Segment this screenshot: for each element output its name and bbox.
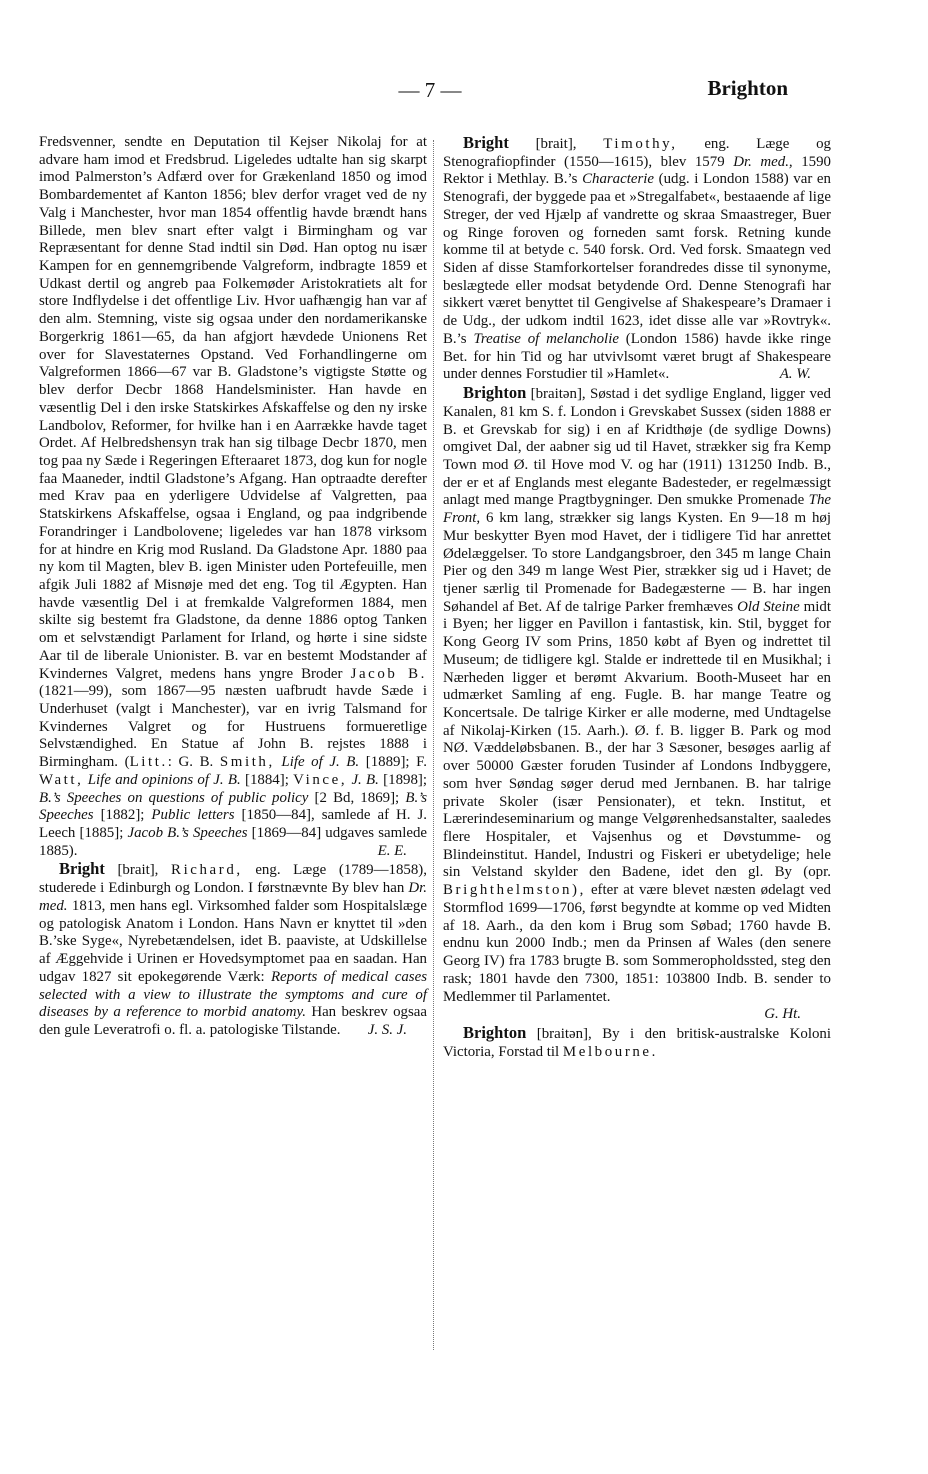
- jacob-name: Jacob B.: [350, 665, 427, 682]
- article-bright-john-continuation: [39, 134, 427, 860]
- lit-text-4: [1898];: [383, 771, 428, 788]
- richard-degree: Dr. med.: [39, 880, 427, 914]
- brighton-victoria-text: By i den britisk-australske Koloni Victoria, Forstad til: [443, 1025, 831, 1060]
- richard-text-2: 1813, men hans egl. Virksomhed falder som Hospitalslæge og patologisk Anatom i London. Hans Navn er knyttet til »den B.’ske Syge«, Nyrebetændelsen, idet B. paaviste, at Udskillelse af Æggehvide i Urinen er Hovedsymptomet paa en saadan. Han udgav 1827 sit epokegørende Værk:: [39, 897, 427, 985]
- melbourne-name: Melbourne.: [562, 1043, 658, 1060]
- lit-title-3: J. B.: [351, 771, 379, 788]
- timothy-text-2: 1590 Rektor i Methlay. B.’s: [443, 153, 831, 188]
- author-watt: Watt,: [39, 771, 84, 788]
- pronunciation: [brait],: [117, 862, 159, 879]
- brighton-the-front: The Front,: [443, 492, 831, 527]
- right-column: [443, 134, 831, 1061]
- lit-title-6: Public letters: [151, 807, 235, 824]
- article-bright-timothy: [443, 134, 831, 384]
- signature-ee: E. E.: [377, 842, 407, 859]
- timothy-text-1: eng. Læge og Stenografiopfinder (1550—1615), blev 1579: [443, 136, 831, 170]
- brighton-old-name: Brighthelmston),: [443, 882, 586, 899]
- richard-text-1: eng. Læge (1789—1858), studerede i Edinburgh og London. I førstnævnte By blev han: [39, 862, 427, 897]
- timothy-treatise: Treatise of melancholie: [473, 330, 619, 347]
- lit-text-6: [1882];: [100, 807, 145, 824]
- running-head: Brighton: [707, 76, 788, 100]
- lit-text-3: [1884];: [245, 771, 289, 788]
- timothy-text-3: (udg. i London 1588) var en Stenografi, der byggede paa et »Stregalfabet«, bestaaende af lige Streger, der ved Hjælp af vandrette og skraa Smaastreger, Buer og Ringe foroven og forneden samt forsk. Retning kunde komme til at betyde c. 540 forsk. Ord. Ved forsk. Smaategn ved Siden af disse Stamforkortelser forandredes disse til synonyme, beslægtede eller modsat betydende Ord. Denne Stenografi har sikkert været benyttet til Gengivelse af Shakespeare’s Dramaer i de Udg., der udkom indtil 1623, idet disse alle var »Rovtryk«. B.’s: [443, 171, 831, 347]
- richard-text-3: Han beskrev ogsaa den gule Leveratrofi o. fl. a. patologiske Tilstande.: [39, 1004, 427, 1038]
- signature-ght: G. Ht.: [764, 1006, 801, 1023]
- timothy-degree: Dr. med.,: [733, 153, 793, 170]
- lit-title-5: B.’s Speeches: [39, 789, 427, 824]
- article-brighton-england: [443, 384, 831, 1024]
- headword-bright: Bright: [463, 133, 509, 152]
- john-bright-text: Fredsvenner, sendte en Deputation til Kejser Nikolaj for at advare ham imod et Fredsbrud. Ligeledes udtalte han sig skarpt imod Palmerston’s Adfærd over for Grækenland 1850 og imod Bombardementet af Kanton 1856; blev derfor vraget ved de ny Valg i Manchester, hvor man 1854 offentlig havde brændt hans Billede, men blev snart efter valgt i Birmingham og var Repræsentant for denne Stad indtil sin Død. Han optog nu især Kampen for en gennemgribende Valgreform, indbragte 1859 et Udkast dertil og angreb paa Folkemøder Aristokratiets alt for store Indflydelse i det offentlige Liv. Hvor uafhængig han var af den alm. Stemning, viste sig ogsaa under den nordamerikanske Borgerkrig 1861—65, da han afgjort hævdede Unionens Ret over for Slavestaternes Opstand. Ved Forhandlingerne om Valgreformen 1866—67 var B. Gladstone’s vigtigste Støtte og blev derfor Decbr 1868 Handelsminister. Han havde en væsentlig Del i den irske Statskirkes Afskaffelse og den ny irske Landbolov, Reformer, for hvilke han i en Aarrække havde taget Ordet. Af Helbredshensyn trak han sig tilbage Decbr 1870, men tog paa ny Sæde i Regeringen Efteraaret 1873, dog kun for nogle faa Maaneder, indtil Gladstone’s Afgang. Han optraadte derefter med Krav paa en yderligere Udvidelse af Valgretten, paa Statskirkens Afskaffelse, ogsaa i England, og paa indgribende Forandringer i Landbolovene; ligeledes var han 1878 virksom for at hindre en Krig mod Rusland. Da Gladstone Apr. 1880 paa ny kom til Magten, blev B. igen Minister uden Portefeuille, men afgik Juli 1882 af Misnøje med det eng. Tog til Ægypten. Han havde væsentlig Del i at fremkalde Valgreformen 1884, men skilte sig bestemt fra Gladstone, da denne 1886 optog Tanken om et selvstændigt Parlament for Irland, og hørte i sine sidste Aar til de liberale Unionister. B. var en bestemt Modstander af Kvindernes Valgret, medens hans yngre Broder: [39, 134, 427, 682]
- lit-title-4: B.’s Speeches on questions of public policy: [39, 789, 309, 806]
- left-column: [39, 134, 427, 1040]
- pronunciation: [brait],: [535, 136, 577, 152]
- lit-text-8: [1869—84] udgaves samlede 1885).: [39, 825, 427, 859]
- article-bright-richard: [39, 860, 427, 1039]
- article-brighton-victoria: [443, 1024, 831, 1061]
- john-bright-text-2: (1821—99), som 1867—95 næsten uafbrudt havde Sæde i Underhuset (valgt i Manchester), var en ivrig Talsmand for Kvindernes Valgret og for Hustruens formueretlige Selvstændighed. En Statue af John B. rejstes 1888 i Birmingham. (: [39, 683, 427, 771]
- richard-work-title: Reports of medical cases selected with a view to illustrate the symptoms and cure of diseases by a reference to morbid anatomy.: [39, 968, 427, 1021]
- pronunciation: [braitən],: [536, 1025, 592, 1042]
- brighton-text-3: midt i Byen; her ligger en Pavillon i fantastisk, kin. Stil, bygget for Kong Georg IV som Prins, 1850 købt af Byen og indrettet til Museum; de tidligere kgl. Stalde er indrettede til en Musikhal; i Nærheden ligger et berømt Akvarium. Booth-Museet har en udmærket Samling af eng. Fugle. B. har mange Teatre og Koncertsale. De talrige Kirker er alle moderne, med Undtagelse af Nikolaj-Kirken (15. Aarh.). Ø. f. B. ligger B. Park og mod NØ. Væddeløbsbanen. B., der har 3 Sæsoner, besøges aarlig af over 50000 Gæster foruden Tusinder af Londons Indbyggere, som hver Søndag søger derud med Jernbanen. B. har talrige private Skoler (især Pensionater), et tekn. Institut, et Lærerindeseminarium og mange Velgørenhedsanstalter, saaledes flere Hospitaler, et Vajsenhus og et Døvstumme- og Blindeinstitut. Handel, Industri og Fiskeri er ubetydelige; hele sin Velstand skylder den Badene, idet den gl. By (opr.: [443, 598, 831, 881]
- pronunciation: [braitən],: [530, 386, 586, 403]
- lit-text-5: [2 Bd, 1869];: [314, 789, 400, 806]
- brighton-text-2: 6 km lang, strækker sig langs Kysten. En 9—18 m høj Mur beskytter Byen mod Havet, der i tidligere Tid har anrettet Ødelæggelser. To store Landgangsbroer, den 345 m lange Chain Pier og den 349 m lange West Pier, strækker sig ud i Havet; de tjener særlig til Promenade for Badegæsterne — B. har ingen Søhandel af Bet. Af de talrige Parker fremhæves: [443, 510, 831, 615]
- litt-label: Litt.: [129, 754, 168, 771]
- author-smith: Smith,: [219, 754, 275, 771]
- brighton-old-steine: Old Steine: [737, 598, 800, 615]
- lit-title-7: Jacob B.’s Speeches: [127, 825, 248, 842]
- headword-brighton: Brighton: [463, 1022, 527, 1042]
- brighton-text-4: efter at være blevet næsten ødelagt ved Stormflod 1699—1706, først begyndte at komme op ved Midten af 18. Aarh., da den kom i Brug som Søbad; 1760 havde B. endnu kun 2000 Indb.; men da Prinsen af Wales (den senere Georg IV) fra 1783 brugte B. som Sommeropholdssted, steg den rask; 1801 havde den 7300, 1851: 103800 Indb. B. sender to Medlemmer til Parlamentet.: [443, 882, 831, 1005]
- lit-text-1: : G. B.: [167, 754, 214, 771]
- lit-title-2: Life and opinions of J. B.: [87, 771, 241, 788]
- column-divider: [433, 140, 434, 1350]
- author-vince: Vince,: [293, 771, 348, 788]
- signature-aw: A. W.: [779, 366, 811, 383]
- lit-text-2: [1889]; F.: [365, 754, 427, 771]
- signature-jsj: J. S. J.: [367, 1021, 407, 1038]
- given-name-timothy: Timothy,: [603, 136, 678, 152]
- brighton-text-1: Søstad i det sydlige England, ligger ved Kanalen, 81 km S. f. London i Grevskabet Sussex (siden 1888 er B. et Grevskab for sig) i en af Kridthøje (de sydlige Downs) omgivet Dal, der aabner sig ud til Havet, strækker sig fra Kemp Town mod Ø. til Hove mod V. og har (1911) 131250 Indb. B., der er et af Englands mest elegante Badesteder, er regelmæssigt anlagt med mange Pragtbygninger. Den smukke Promenade: [443, 386, 831, 509]
- lit-title-1: Life of J. B.: [281, 754, 360, 771]
- timothy-text-4: (London 1586) havde ikke ringe Bet. for hin Tid og har utvivlsomt været brugt af Shakespeare under dennes Forstudier til »Hamlet«.: [443, 330, 831, 383]
- page-number: — 7 —: [398, 78, 462, 102]
- headword-brighton: Brighton: [463, 383, 527, 403]
- given-name-richard: Richard,: [171, 862, 243, 879]
- lit-text-7: [1850—84], samlede af H. J. Leech [1885];: [39, 807, 427, 842]
- timothy-characterie: Characterie: [582, 171, 655, 188]
- headword-bright: Bright: [59, 859, 105, 879]
